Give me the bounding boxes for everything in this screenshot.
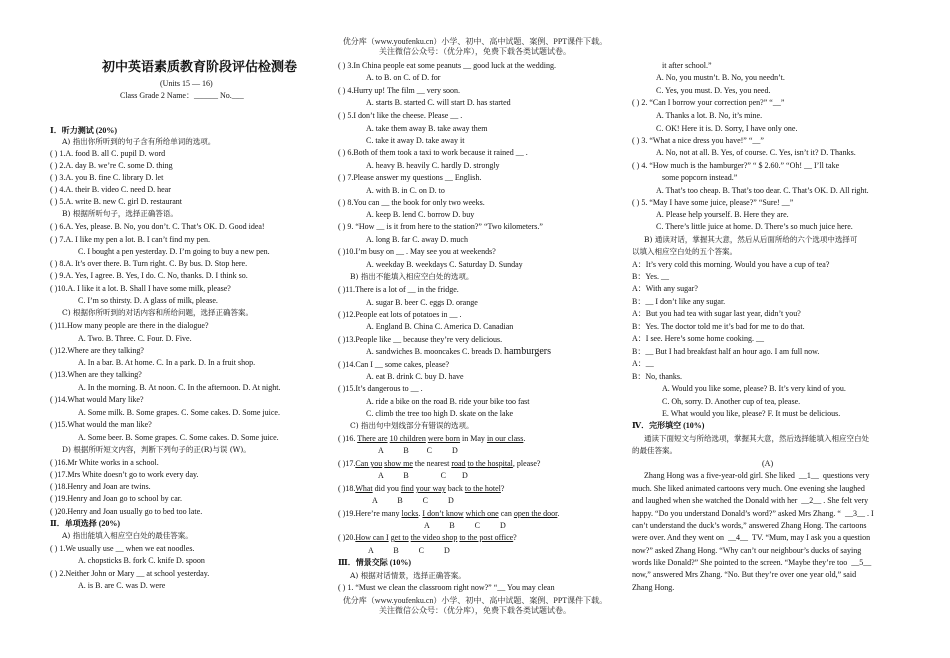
underlined-phrase: to the hotel [464, 484, 501, 493]
question-line: B：__ But I had breakfast half an hour ago. I am full now. [632, 347, 820, 356]
error-correction-question [338, 484, 504, 494]
cloze-paragraph-line: now?” asked Zhang Hong. “Why can’t our neighbour’s ducks of saying [632, 546, 862, 555]
question-line: ( )11.There is a lot of __ in the fridge. [338, 285, 459, 294]
question-line: ( ) 2. “Can I borrow your correction pen?” “__” [632, 98, 785, 107]
question-line: A) 指出你所听到的句子含有所给单词的选项。 [62, 137, 216, 146]
underlined-phrase: Can you [355, 459, 383, 468]
underlined-phrase: open the door [513, 509, 558, 518]
question-line: C. OK! Here it is. D. Sorry, I have only one. [656, 124, 798, 133]
question-line: A. take them away B. take away them [366, 124, 488, 133]
exam-units: (Units 15 — 16) [160, 79, 213, 88]
question-line: 的最佳答案。 [632, 446, 677, 455]
header-line-1: 优分库（www.youfenku.cn）小学、初中、高中试题、案例、PPT课件下载。 [342, 37, 608, 46]
sentence-text: . [523, 434, 526, 443]
question-line: C) 根据你所听到的对话内容和所给问题，选择正确答案。 [62, 308, 254, 317]
question-line: A. Two. B. Three. C. Four. D. Five. [78, 334, 192, 343]
question-line: Ⅳ．完形填空 (10%) [632, 421, 705, 430]
question-line: ( ) 6.A. Yes, please. B. No, you don’t. C. That’s OK. D. Good idea! [50, 222, 265, 231]
question-line: A) 指出能填入相应空白处的最佳答案。 [62, 531, 193, 540]
question-line: ( ) 1.We usually use __ when we eat noodles. [50, 544, 195, 553]
question-line: A. Thanks a lot. B. No, it’s mine. [656, 111, 763, 120]
cloze-paragraph-line: now,” answered Mrs Zhang. “No. But they’re over one year old,” said [632, 570, 857, 579]
question-line: 通读下面短文与所给选项，掌握其大意，然后选择能填入相应空白处 [644, 434, 869, 443]
question-line: B：__ I don’t like any sugar. [632, 297, 726, 306]
question-line: ( ) 4.A. their B. video C. need D. hear [50, 185, 171, 194]
sentence-text: can [498, 509, 514, 518]
question-line: B：No, thanks. [632, 372, 682, 381]
question-line: A. In the morning. B. At noon. C. In the afternoon. D. At night. [78, 383, 281, 392]
option-letters: A B C D [378, 446, 458, 455]
sentence-text: ( )17. [338, 459, 356, 468]
question-line: Ⅰ．听力测试 (20%) [50, 126, 118, 135]
question-line: ( ) 4. “How much is the hamburger?” “ $ 2.60.” “Oh! __ I’ll take [632, 161, 840, 170]
question-line: ( )12.People eat lots of potatoes in __ . [338, 310, 462, 319]
question-line: ( ) 3.A. you B. fine C. library D. let [50, 173, 164, 182]
cloze-paragraph-line: Zhang Hong. [632, 583, 675, 592]
question-line: it after school.” [662, 61, 712, 70]
question-line: ( )15.What would the man like? [50, 420, 152, 429]
underlined-phrase: I don’t know [422, 509, 464, 518]
cloze-paragraph-line: happy. “Do you understand Donald’s word?” asked Mrs Zhang. “ __3__ . I [632, 509, 874, 518]
underlined-phrase: There are [357, 434, 388, 443]
option-letters: A B C D [368, 546, 450, 555]
question-line: A. ride a bike on the road B. ride your bike too fast [366, 397, 530, 406]
question-line: A. sugar B. beer C. eggs D. orange [366, 298, 478, 307]
sentence-text: . [557, 509, 560, 518]
question-line: A. No, you mustn’t. B. No, you needn’t. [656, 73, 785, 82]
question-line: A. is B. are C. was D. were [78, 581, 166, 590]
question-line: ( ) 5.I don’t like the cheese. Please __ . [338, 111, 463, 120]
underlined-phrase: locks [401, 509, 419, 518]
question-line: ( )10.A. I like it a lot. B. Shall I have some milk, please? [50, 284, 231, 293]
question-line: C. Oh, sorry. D. Another cup of tea, please. [662, 397, 801, 406]
question-line: A. with B. in C. on D. to [366, 186, 445, 195]
exam-title: 初中英语素质教育阶段评估检测卷 [102, 59, 298, 74]
question-line: some popcorn instead.” [662, 173, 738, 182]
question-line: A. keep B. lend C. borrow D. buy [366, 210, 475, 219]
page-footer [0, 596, 950, 616]
question-line: B：Yes. __ [632, 272, 669, 281]
underlined-phrase: road [451, 459, 466, 468]
header-line-2: 关注微信公众号：（优分库），免费下载各类试题试卷。 [379, 47, 571, 56]
question-line: B：Yes. The doctor told me it’s bad for me to do that. [632, 322, 805, 331]
question-line: A. Would you like some, please? B. It’s very kind of you. [662, 384, 846, 393]
question-line: ( ) 4.Hurry up! The film __ very soon. [338, 86, 461, 95]
question-line: ( )13.People like __ because they’re very delicious. [338, 335, 503, 344]
option-letters: A B C D [372, 496, 454, 505]
question-line: ( ) 5. “May I have some juice, please?” “Sure! __” [632, 198, 794, 207]
question-line: ( )20.Henry and Joan usually go to bed too late. [50, 507, 203, 516]
underlined-phrase: show me [384, 459, 413, 468]
question-line: A. starts B. started C. will start D. has started [366, 98, 511, 107]
class-line: Class Grade 2 Name：______ No.___ [120, 91, 244, 100]
question-line: ( ) 1.A. food B. all C. pupil D. word [50, 149, 166, 158]
question-line: ( ) 2.Neither John or Mary __ at school yesterday. [50, 569, 210, 578]
underlined-phrase: which one [465, 509, 499, 518]
cloze-paragraph-line: were over. And they went on __4__ TV. “Mum, may I ask you a question [632, 533, 871, 542]
question-line: ( ) 6.Both of them took a taxi to work because it rained __ . [338, 148, 528, 157]
underlined-phrase: What [355, 484, 373, 493]
question-line: ( )14.What would Mary like? [50, 395, 144, 404]
underlined-phrase: to the hospital [467, 459, 513, 468]
question-line: ( )16.Mr White works in a school. [50, 458, 159, 467]
question-line: C. climb the tree too high D. skate on the lake [366, 409, 514, 418]
question-line: A. Some beer. B. Some grapes. C. Some cakes. D. Some juice. [78, 433, 279, 442]
sentence-text: ( )18. [338, 484, 356, 493]
question-line: ( )14.Can I __ some cakes, please? [338, 360, 450, 369]
sentence-text: . [418, 509, 423, 518]
emphasis-word: hamburgers [503, 346, 552, 357]
question-line: A. No, not at all. B. Yes, of course. C. Yes, isn’t it? D. Thanks. [656, 148, 856, 157]
question-line: A. That’s too cheap. B. That’s too dear. C. That’s OK. D. All right. [656, 186, 869, 195]
error-correction-question [338, 509, 559, 519]
question-line: ( )11.How many people are there in the dialogue? [50, 321, 209, 330]
sentence-text: ( )19.Here’re many [338, 509, 402, 518]
question-line: ( )18.Henry and Joan are twins. [50, 482, 151, 491]
question-line: ( ) 9. “How __ is it from here to the station?” “Two kilometers.” [338, 222, 543, 231]
question-line: A. In a bar. B. At home. C. In a park. D. In a fruit shop. [78, 358, 256, 367]
underlined-phrase: your way [415, 484, 446, 493]
underlined-phrase: get to [390, 533, 409, 542]
question-line: ( ) 2.A. day B. we’re C. some D. thing [50, 161, 173, 170]
question-line: B) 通读对话，掌握其大意，然后从后面所给的六个选项中选择可 [644, 235, 858, 244]
question-line: A. England B. China C. America D. Canadian [366, 322, 514, 331]
question-line: C. I bought a pen yesterday. D. I’m going to buy a new pen. [78, 247, 270, 256]
footer-line-2: 关注微信公众号：（优分库），免费下载各类试题试卷。 [379, 606, 571, 615]
sentence-text: back [445, 484, 465, 493]
question-line: C. take it away D. take away it [366, 136, 465, 145]
option-letters: A B C D [378, 471, 468, 480]
underlined-phrase: the video shop [410, 533, 458, 542]
question-line: ( )13.When are they talking? [50, 370, 142, 379]
question-line: A. sandwiches B. mooncakes C. breads D. hamburgers [366, 346, 552, 357]
question-line: ( ) 8.You can __ the book for only two weeks. [338, 198, 485, 207]
left-column [50, 0, 320, 658]
underlined-phrase: to the post office [459, 533, 514, 542]
sentence-text: ? [513, 533, 517, 542]
question-line: A) 根据对话情景，选择正确答案。 [350, 571, 466, 580]
middle-column [338, 0, 623, 658]
question-line: ( ) 3. “What a nice dress you have!” “__” [632, 136, 764, 145]
sentence-text: in May [460, 434, 487, 443]
question-line: C. Yes, you must. D. Yes, you need. [656, 86, 771, 95]
question-line: A：With any sugar? [632, 284, 698, 293]
question-line: B) 指出不能填入相应空白处的选项。 [350, 272, 474, 281]
question-line: (A) [762, 459, 774, 468]
error-correction-question [338, 434, 525, 444]
question-line: A：I see. Here’s some home cooking. __ [632, 334, 764, 343]
underlined-phrase: were born [427, 434, 461, 443]
question-line: 以填入相应空白处的五个答案。 [632, 247, 737, 256]
question-line: ( ) 5.A. write B. new C. girl D. restaurant [50, 197, 182, 206]
question-line: E. What would you like, please? F. It must be delicious. [662, 409, 841, 418]
cloze-paragraph-line: Zhang Hong was a five-year-old girl. She liked __1__ questions very [632, 471, 870, 480]
question-line: C. I’m so thirsty. D. A glass of milk, please. [78, 296, 218, 305]
error-correction-question [338, 533, 517, 543]
question-line: Ⅲ．情景交际 (10%) [338, 558, 412, 567]
cloze-paragraph-line: can’t understand the duck’s words,” answered Zhang Hong. The cartoons [632, 521, 867, 530]
error-correction-question [338, 459, 540, 469]
question-line: ( ) 9.A. Yes, I agree. B. Yes, I do. C. No, thanks. D. I think so. [50, 271, 248, 280]
question-line: A. Please help yourself. B. Here they are. [656, 210, 789, 219]
question-line: A. to B. on C. of D. for [366, 73, 441, 82]
question-line: A. weekday B. weekdays C. Saturday D. Sunday [366, 260, 523, 269]
question-line: ( )17.Mrs White doesn’t go to work every day. [50, 470, 199, 479]
sentence-text: ? [500, 484, 505, 493]
question-line: ( )15.It’s dangerous to __ . [338, 384, 423, 393]
cloze-paragraph-line: words like Donald?” She pointed to the screen. “Maybe they’re too __5__ [632, 558, 872, 567]
question-line: A. long B. far C. away D. much [366, 235, 468, 244]
underlined-phrase: in our class [486, 434, 524, 443]
cloze-paragraph-line: much. She liked animated cartoons very much. One evening she laughed [632, 484, 865, 493]
question-line: D) 根据所听短文内容，判断下列句子的正(R)与误 (W)。 [62, 445, 251, 454]
question-line: ( ) 3.In China people eat some peanuts __ good luck at the wedding. [338, 61, 556, 70]
question-line: ( )12.Where are they talking? [50, 346, 144, 355]
question-line: ( )19.Henry and Joan go to school by car. [50, 494, 182, 503]
question-line: A：It’s very cold this morning. Would you have a cup of tea? [632, 260, 830, 269]
sentence-text: ( )20. [338, 533, 356, 542]
sentence-text: ( )16. [338, 434, 358, 443]
underlined-phrase: find [400, 484, 414, 493]
question-line: C. There’s little juice at home. D. There’s so much juice here. [656, 222, 853, 231]
question-line: ( ) 1. “Must we clean the classroom right now?” “__ You may clean [338, 583, 555, 592]
question-line: A. chopsticks B. fork C. knife D. spoon [78, 556, 205, 565]
question-line: A. heavy B. heavily C. hardly D. strongly [366, 161, 500, 170]
underlined-phrase: 10 children [389, 434, 426, 443]
question-line: ( ) 8.A. It’s over there. B. Turn right. C. By bus. D. Stop here. [50, 259, 248, 268]
right-column [632, 0, 914, 658]
question-line: C) 指出句中划线部分有错误的选项。 [350, 421, 474, 430]
sentence-text: the nearest [412, 459, 452, 468]
underlined-phrase: How can I [355, 533, 389, 542]
question-line: Ⅱ．单项选择 (20%) [50, 519, 121, 528]
question-line: A：But you had tea with sugar last year, didn’t you? [632, 309, 801, 318]
sentence-text: , please? [512, 459, 541, 468]
question-line: A：__ [632, 359, 654, 368]
cloze-paragraph-line: and laughed when she watched the Donald with her __2__ . She felt very [632, 496, 869, 505]
option-letters: A B C D [424, 521, 506, 530]
sentence-text: did you [372, 484, 401, 493]
question-line: A. eat B. drink C. buy D. have [366, 372, 464, 381]
footer-line-1: 优分库（www.youfenku.cn）小学、初中、高中试题、案例、PPT课件下载。 [342, 596, 608, 605]
question-line: ( ) 7.A. I like my pen a lot. B. I can’t find my pen. [50, 235, 211, 244]
question-line: A. Some milk. B. Some grapes. C. Some cakes. D. Some juice. [78, 408, 280, 417]
question-line: B) 根据所听句子，选择正确答语。 [62, 209, 178, 218]
question-line: ( )10.I’m busy on __ . May see you at weekends? [338, 247, 496, 256]
question-line: ( ) 7.Please answer my questions __ English. [338, 173, 482, 182]
